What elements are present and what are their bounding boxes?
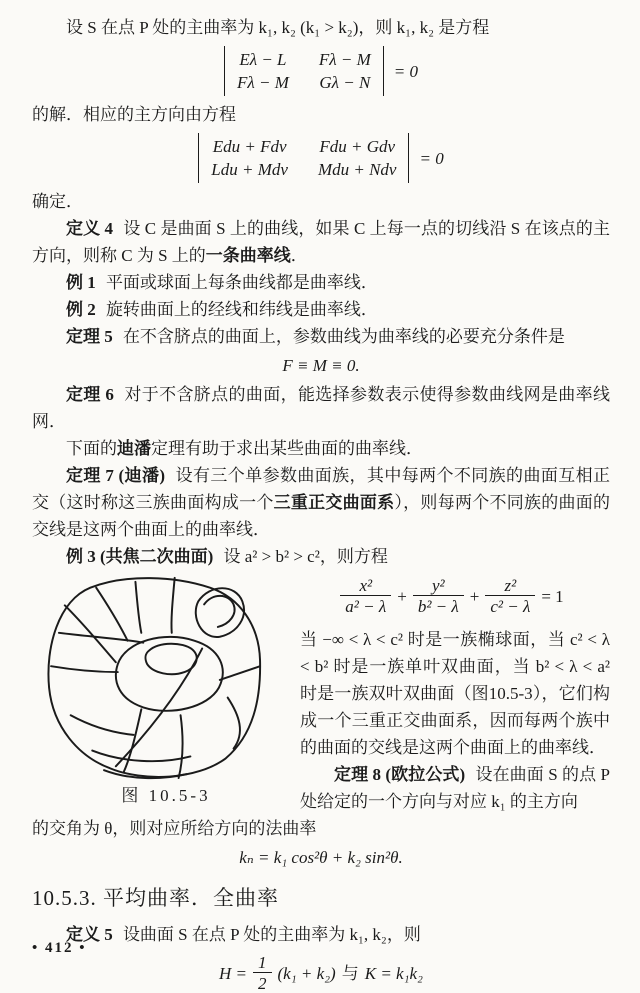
det-cell: Fλ − M [318,50,371,69]
page-number: • 412 • [32,940,87,956]
theorem-6: 定理 6 对于不含脐点的曲面，能选择参数表示使得参数曲线网是曲率线网． [32,385,611,431]
equation-principal-directions [32,133,610,183]
example-3: 例 3 (共焦二次曲面) 设 a² > b² > c²，则方程 [66,547,388,566]
fraction-x: $\frac{\text{x²}}{\text{a² − λ}}$ [340,576,391,616]
det-cell: Fλ − M [236,73,289,92]
theorem-8-label: 定理 8 (欧拉公式) [334,765,466,784]
plus-sign: + [469,586,480,606]
det-cell: Gλ − N [319,73,371,92]
figure-and-text-region [32,572,610,815]
equation-mean-gauss-curvature: H = $\frac{1}{2}$ (k₁ + k₂) 与 K = k₁k₂ [219,953,423,993]
example-1-label: 例 1 [66,273,96,292]
equation-rhs: = 0 [393,61,418,81]
fraction-one-half: $\frac{1}{2}$ [253,953,272,993]
surface-families-paragraph: 当 −∞ < λ < c² 时是一族椭球面，当 c² < λ < b² 时是一族单叶双曲面，当 b² < λ < a² 时是一族双叶双曲面（图10.5-3），它们构成一个三重正交曲面系，因而每两个族中的曲面的交线是这两个曲面上的曲率线． [300,630,610,757]
equation-f-m-zero: F ≡ M ≡ 0. [282,356,360,375]
theorem-6-label: 定理 6 [66,385,114,404]
definition-5: 定义 5 设曲面 S 在点 P 处的主曲率为 k₁, k₂，则 [66,925,421,944]
definition-5-label: 定义 5 [66,925,113,944]
example-1: 例 1 平面或球面上每条曲线都是曲率线． [66,273,378,292]
equation-rhs: = 0 [419,148,444,168]
equation-rhs: = 1 [541,586,564,606]
equation-euler-formula: kₙ = k₁ cos²θ + k₂ sin²θ. [239,848,403,867]
determinant [224,46,384,96]
intro-paragraph: 设 S 在点 P 处的主曲率为 k₁, k₂ (k₁ > k₂)，则 k₁, k₂ 是方程 [66,18,490,37]
equation-confocal-quadrics [300,576,610,616]
determinant [198,133,409,183]
definition-4: 定义 4 设 C 是曲面 S 上的曲线，如果 C 上每一点的切线沿 S 在该点的主方向，则称 C 为 S 上的一条曲率线． [32,219,611,265]
theorem-8: 定理 8 (欧拉公式) 设在曲面 S 的点 P 处给定的一个方向与对应 k₁ 的主方向 [300,765,610,811]
conjunction: 与 [341,963,359,983]
fraction-z: $\frac{\text{z²}}{\text{c² − λ}}$ [485,576,535,616]
figure-caption: 图 10.5-3 [121,786,211,805]
det-cell: Ldu + Mdv [211,160,288,179]
theorem-5: 定理 5 在不含脐点的曲面上，参数曲线为曲率线的必要充分条件是 [66,327,565,346]
confocal-quadrics-sketch [32,572,284,780]
theorem-7: 定理 7 (迪潘) 设有三个单参数曲面族，其中每两个不同族的曲面互相正交（这时称这三族曲面构成一个三重正交曲面系），则每两个不同族的曲面的交线是这两个曲面上的曲率线． [32,466,611,539]
example-2: 例 2 旋转曲面上的经线和纬线是曲率线． [66,300,378,319]
figure-10-5-3 [32,572,300,815]
equation-principal-curvatures [32,46,610,96]
plus-sign: + [397,586,407,606]
theorem-7-label: 定理 7 (迪潘) [66,466,166,485]
example-2-label: 例 2 [66,300,96,319]
lead-in-paragraph: 下面的迪潘定理有助于求出某些曲面的曲率线． [66,439,423,458]
fraction-y: $\frac{\text{y²}}{\text{b² − λ}}$ [413,576,464,616]
definition-4-label: 定义 4 [66,219,114,238]
section-heading: 10.5.3. 平均曲率．全曲率 [32,886,279,910]
example-3-label: 例 3 (共焦二次曲面) [66,547,214,566]
det-cell: Edu + Fdv [212,137,287,156]
after-eq2-paragraph: 确定． [32,192,83,211]
theorem-5-label: 定理 5 [66,327,113,346]
theorem-8-continued: 的交角为 θ，则对应所给方向的法曲率 [32,819,317,838]
right-column [300,572,610,815]
det-cell: Fdu + Gdv [319,137,396,156]
det-cell: Eλ − L [239,50,287,69]
det-cell: Mdu + Ndv [317,160,397,179]
after-eq1-paragraph: 的解．相应的主方向由方程 [32,105,236,124]
